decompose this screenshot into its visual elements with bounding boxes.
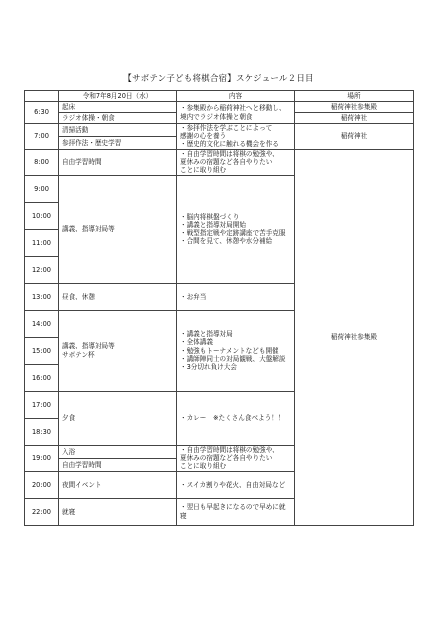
content-cell: ・講義と指導対局 ・全体講義 ・勉強もトーナメントなども開催 ・講師陣同士の対局観戦、大盤解説 ・3分切れ負け大会	[177, 310, 295, 391]
activity-cell: 夕食	[59, 391, 177, 445]
time-cell: 16:00	[25, 364, 59, 391]
activity-cell: ラジオ体操・朝食	[59, 113, 177, 124]
schedule-table	[24, 90, 414, 526]
content-cell: ・カレー ※たくさん食べよう！！	[177, 391, 295, 445]
activity-cell: 就寝	[59, 498, 177, 525]
place-cell: 稲荷神社	[295, 113, 414, 124]
page-title: 【サボテン子ども将棋合宿】スケジュール２日目	[123, 74, 314, 84]
time-cell: 9:00	[25, 175, 59, 202]
activity-cell: 夜間イベント	[59, 471, 177, 498]
place-cell: 稲荷神社参集殿	[295, 149, 414, 525]
time-cell: 11:00	[25, 229, 59, 256]
content-cell: ・翌日も早起きになるので早めに就寝	[177, 498, 295, 525]
time-cell: 17:00	[25, 391, 59, 418]
header-time	[25, 91, 59, 102]
header-content: 内容	[177, 91, 295, 102]
content-cell: ・スイカ割りや花火、自由対局など	[177, 471, 295, 498]
time-cell: 8:00	[25, 149, 59, 175]
place-cell: 稲荷神社参集殿	[295, 102, 414, 113]
activity-cell: 参拝作法・歴史学習	[59, 136, 177, 149]
time-cell: 13:00	[25, 283, 59, 310]
content-cell: ・自由学習時間は将棋の勉強や、 夏休みの宿題など各自やりたい ことに取り組む	[177, 445, 295, 471]
time-cell: 6:30	[25, 102, 59, 124]
time-cell: 20:00	[25, 471, 59, 498]
activity-cell: 起床	[59, 102, 177, 113]
time-cell: 19:00	[25, 445, 59, 471]
activity-cell: 講義、指導対局等 サボテン杯	[59, 310, 177, 391]
activity-cell: 昼食、休憩	[59, 283, 177, 310]
activity-cell: 自由学習時間	[59, 149, 177, 175]
activity-cell: 入浴	[59, 445, 177, 458]
place-cell: 稲荷神社	[295, 124, 414, 150]
time-cell: 15:00	[25, 337, 59, 364]
time-cell: 7:00	[25, 124, 59, 150]
header-place: 場所	[295, 91, 414, 102]
time-cell: 10:00	[25, 202, 59, 229]
time-cell: 12:00	[25, 256, 59, 283]
content-cell: ・参拝作法を学ぶことによって 感謝の心を養う ・歴史的文化に触れる機会を作る	[177, 124, 295, 150]
activity-cell: 講義、指導対局等	[59, 175, 177, 283]
header-date: 令和7年8月20日（水）	[59, 91, 177, 102]
time-cell: 22:00	[25, 498, 59, 525]
time-cell: 14:00	[25, 310, 59, 337]
content-cell: ・自由学習時間は将棋の勉強や、 夏休みの宿題など各自やりたい ことに取り組む	[177, 149, 295, 175]
activity-cell: 自由学習時間	[59, 458, 177, 471]
time-cell: 18:30	[25, 418, 59, 445]
content-cell: ・脳内将棋盤づくり ・講義と指導対局開始 ・戦型指定戦や定跡講座で苦手克服 ・合間を見て、休憩や水分補給	[177, 175, 295, 283]
activity-cell: 清掃活動	[59, 124, 177, 137]
content-cell: ・お弁当	[177, 283, 295, 310]
content-cell: ・参集殿から稲荷神社へと移動し、 境内でラジオ体操と朝食	[177, 102, 295, 124]
